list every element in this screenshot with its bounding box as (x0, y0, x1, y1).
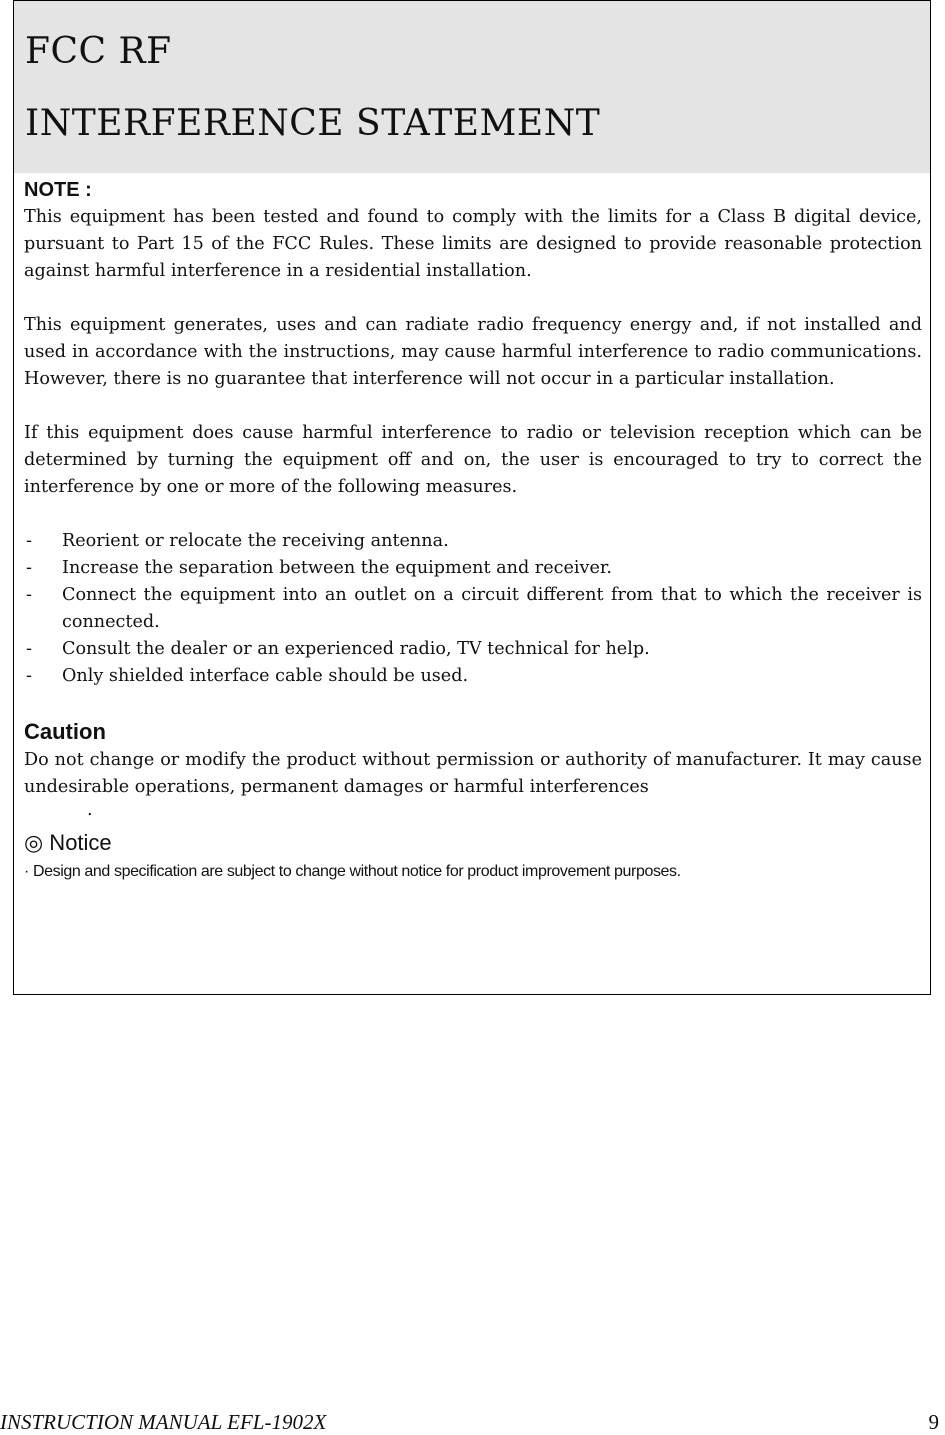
note-paragraph-2: This equipment generates, uses and can radiate radio frequency energy and, if not installed and used in accordance with the instructions, may cause harmful interference to radio communications. However, there is no guarantee that interference will not occur in a particular installation. (24, 315, 922, 389)
list-item (24, 582, 922, 636)
list-item (24, 663, 922, 690)
title-line-2: INTERFERENCE STATEMENT (25, 103, 601, 144)
measure-text: Consult the dealer or an experienced radio, TV technical for help. (62, 639, 650, 659)
note-label: NOTE : (24, 179, 92, 201)
list-item (24, 555, 922, 582)
list-item (24, 636, 922, 663)
manual-title: INSTRUCTION MANUAL EFL-1902X (0, 1410, 327, 1434)
bullet-dash: - (26, 531, 32, 551)
caution-dot: . (87, 800, 93, 820)
page-number: 9 (928, 1410, 939, 1434)
bullet-dash: - (26, 666, 32, 686)
measure-text: Increase the separation between the equipment and receiver. (62, 558, 612, 578)
statement-header (14, 1, 930, 173)
fcc-statement-box (13, 0, 931, 995)
spacer (24, 393, 922, 420)
spacer (24, 501, 922, 528)
list-item (24, 528, 922, 555)
note-paragraph-3: If this equipment does cause harmful interference to radio or television reception which can be determined by turning the equipment off and on, the user is encouraged to try to correct the interference by one or more of the following measures. (24, 423, 922, 497)
note-paragraph-1: This equipment has been tested and found to comply with the limits for a Class B digital device, pursuant to Part 15 of the FCC Rules. These limits are designed to provide reasonable protection against harmful interference in a residential installation. (24, 207, 922, 281)
caution-dot-line (24, 801, 922, 828)
notice-text: · Design and specification are subject to change without notice for product improvement purposes. (24, 863, 681, 880)
caution-heading: Caution (24, 719, 106, 744)
measure-text: Only shielded interface cable should be used. (62, 666, 469, 686)
title-line-1: FCC RF (25, 31, 172, 72)
spacer (24, 285, 922, 312)
spacer (24, 690, 922, 717)
measure-text: Reorient or relocate the receiving antenna. (62, 531, 449, 551)
bullet-dash: - (26, 639, 32, 659)
bullet-dash: - (26, 585, 32, 605)
statement-body (24, 177, 922, 886)
measure-text: Connect the equipment into an outlet on a circuit different from that to which the receiver is connected. (62, 585, 922, 632)
measures-list (24, 528, 922, 690)
bullet-dash: - (26, 558, 32, 578)
caution-text: Do not change or modify the product without permission or authority of manufacturer. It may cause undesirable operations, permanent damages or harmful interferences (24, 750, 922, 797)
notice-heading: ◎ Notice (24, 830, 112, 855)
